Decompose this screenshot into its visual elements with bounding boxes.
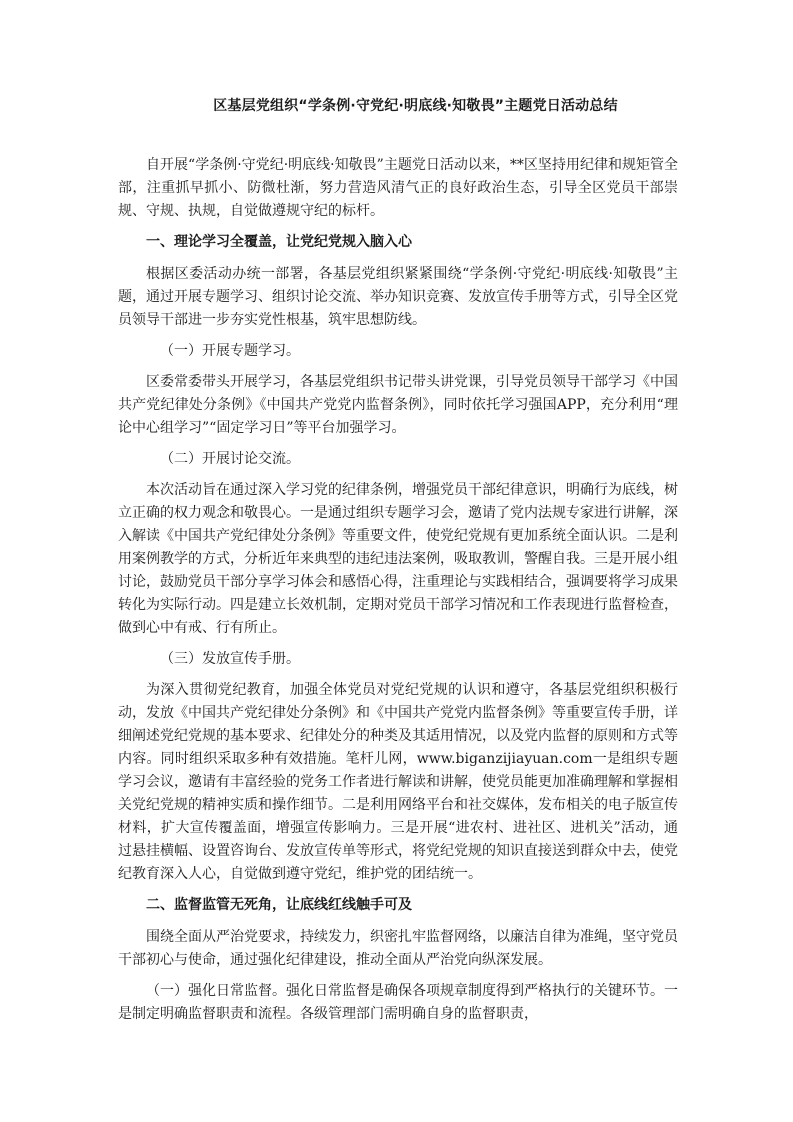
section-1-sub1-heading: （一）开展专题学习。 (160, 343, 300, 359)
section-1-sub3-heading: （三）发放宣传手册。 (160, 651, 300, 667)
section-1-sub1-body: 区委常委带头开展学习，各基层党组织书记带头讲党课，引导党员领导干部学习《中国共产党纪律处分条例》《中国共产党党内监督条例》，同时依托学习强国APP，充分利用“理论中心组学习”“固定学习日”等平台加强学习。 (118, 374, 678, 436)
intro-paragraph: 自开展“学条例·守党纪·明底线·知敬畏”主题党日活动以来，**区坚持用纪律和规矩管全部，注重抓早抓小、防微杜渐，努力营造风清气正的良好政治生态，引导全区党员干部崇规、守规、执规，自觉做遵规守纪的标杆。 (118, 157, 678, 219)
section-1-sub3-body: 为深入贯彻党纪教育，加强全体党员对党纪党规的认识和遵守，各基层党组织积极行动，发放《中国共产党纪律处分条例》和《中国共产党党内监督条例》等重要宣传手册，详细阐述党纪党规的基本要求、纪律处分的种类及其适用情况，以及党内监督的原则和方式等内容。同时组织采取多种有效措施。笔杆儿网，www.biganzijiayuan.com一是组织专题学习会议，邀请有丰富经验的党务工作者进行解读和讲解，使党员能更加准确理解和掌握相关党纪党规的精神实质和操作细节。二是利用网络平台和社交媒体，发布相关的电子版宣传材料，扩大宣传覆盖面，增强宣传影响力。三是开展“进农村、进社区、进机关”活动，通过悬挂横幅、设置咨询台、发放宣传单等形式，将党纪党规的知识直接送到群众中去，使党纪教育深入人心，自觉做到遵守党纪，维护党的团结统一。 (118, 682, 678, 882)
section-2-heading: 二、监督监管无死角，让底线红线触手可及 (146, 897, 412, 913)
section-1-sub2-body: 本次活动旨在通过深入学习党的纪律条例，增强党员干部纪律意识，明确行为底线，树立正确的权力观念和敬畏心。一是通过组织专题学习会，邀请了党内法规专家进行讲解，深入解读《中国共产党纪律处分条例》等重要文件，使党纪党规有更加系统全面认识。二是利用案例教学的方式，分析近年来典型的违纪违法案例，吸取教训，警醒自我。三是开展小组讨论，鼓励党员干部分享学习体会和感悟心得，注重理论与实践相结合，强调要将学习成果转化为实际行动。四是建立长效机制，定期对党员干部学习情况和工作表现进行监督检查，做到心中有戒、行有所止。 (118, 482, 678, 636)
section-1-intro: 根据区委活动办统一部署，各基层党组织紧紧围绕“学条例·守党纪·明底线·知敬畏”主题，通过开展专题学习、组织讨论交流、举办知识竞赛、发放宣传手册等方式，引导全区党员领导干部进一步夯实党性根基，筑牢思想防线。 (118, 266, 678, 328)
document-title: 区基层党组织“学条例·守党纪·明底线·知敬畏”主题党日活动总结 (213, 98, 618, 114)
section-1-heading: 一、理论学习全覆盖，让党纪党规入脑入心 (146, 234, 412, 250)
document-body (118, 154, 678, 1034)
section-1-sub2-heading: （二）开展讨论交流。 (160, 451, 300, 467)
section-2-intro: 围绕全面从严治党要求，持续发力，织密扎牢监督网络，以廉洁自律为准绳，坚守党员干部初心与使命，通过强化纪律建设，推动全面从严治党向纵深发展。 (118, 929, 678, 968)
section-2-sub1-text: （一）强化日常监督。强化日常监督是确保各项规章制度得到严格执行的关键环节。一是制定明确监督职责和流程。各级管理部门需明确自身的监督职责， (118, 983, 678, 1022)
